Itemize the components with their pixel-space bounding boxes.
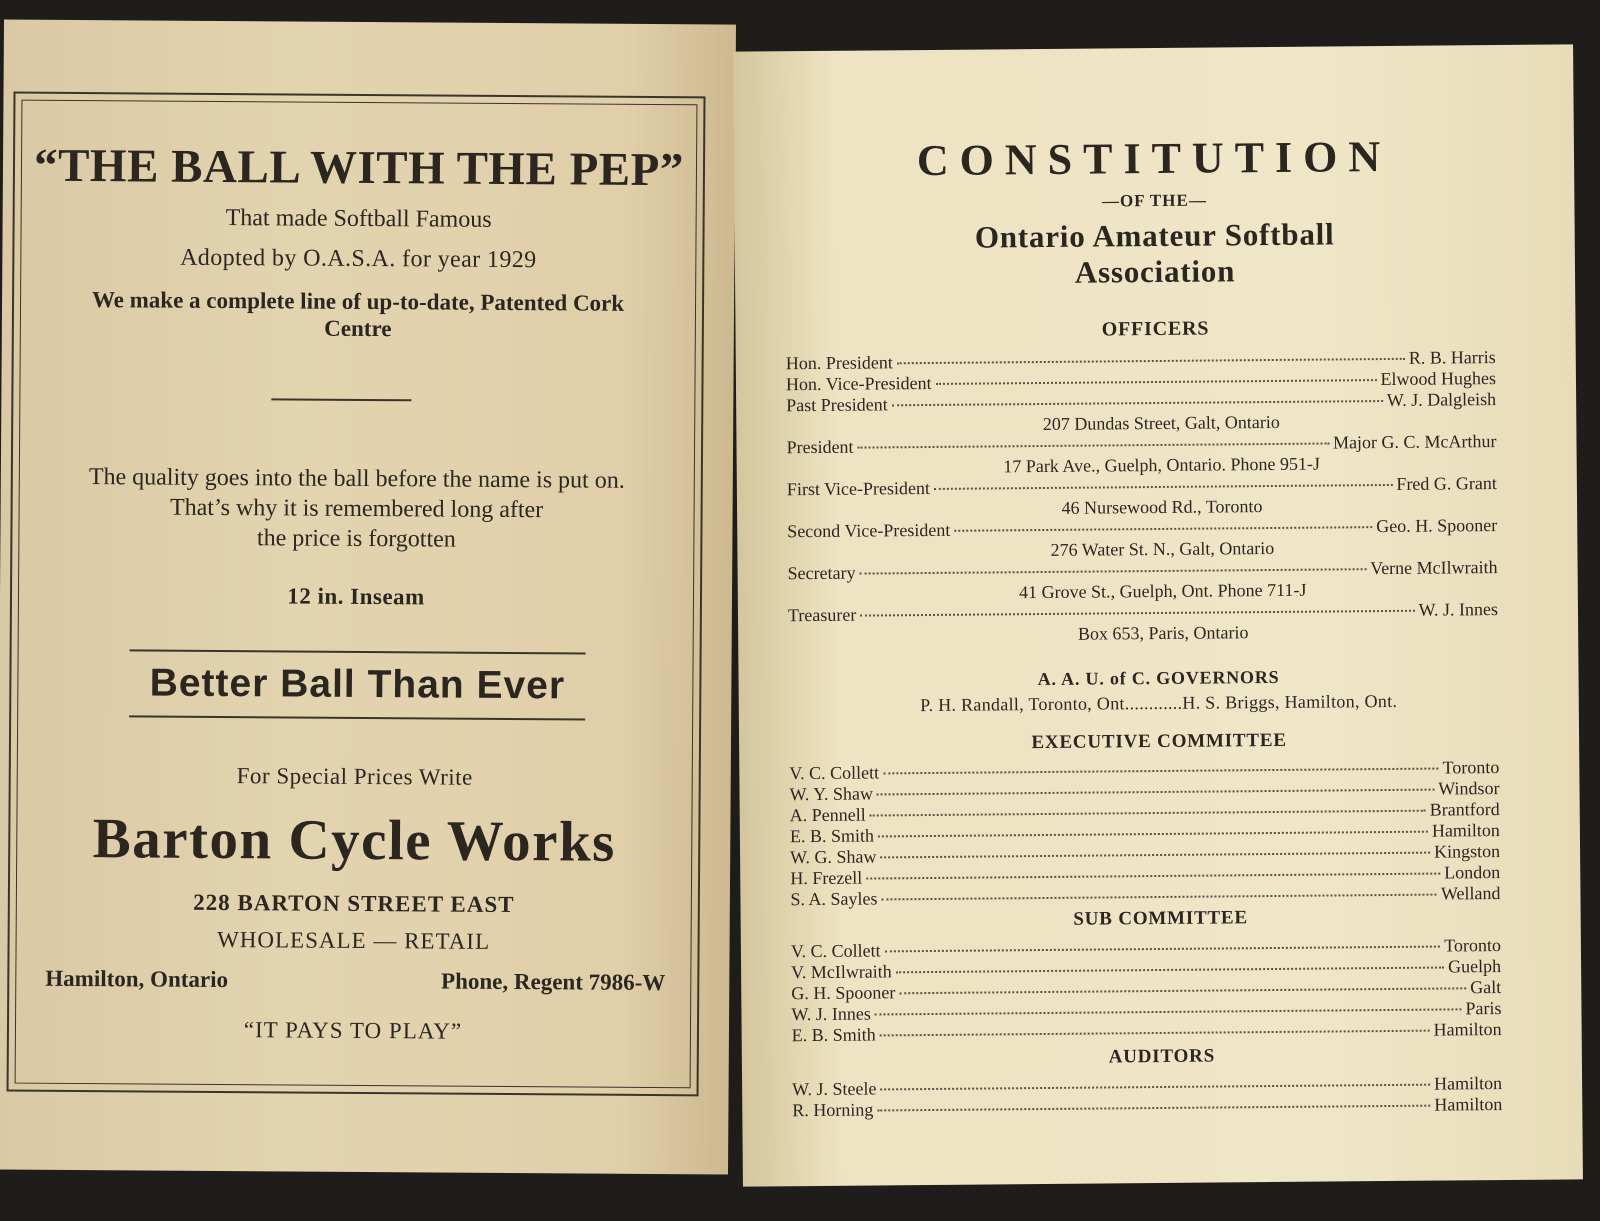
ad-street-address: 228 BARTON STREET EAST <box>193 889 515 918</box>
auditors-list <box>792 1073 1502 1121</box>
officer-address: 276 Water St. N., Galt, Ontario <box>1050 537 1275 560</box>
row-label: W. G. Shaw <box>790 846 877 868</box>
row-value: Brantford <box>1429 799 1500 820</box>
dot-leader <box>880 852 1430 859</box>
sub-committee-list <box>791 935 1502 1046</box>
row-label: Treasurer <box>787 604 857 626</box>
officers-heading: OFFICERS <box>1101 317 1210 341</box>
dot-leader <box>936 379 1377 385</box>
row-label: W. J. Steele <box>792 1078 877 1100</box>
dot-leader <box>880 1084 1430 1091</box>
ad-phone: Phone, Regent 7986-W <box>440 968 666 996</box>
row-value: Kingston <box>1433 841 1501 862</box>
dot-leader <box>860 568 1367 574</box>
row-label: W. J. Innes <box>791 1003 871 1025</box>
governors-heading: A. A. U. of C. GOVERNORS <box>1037 666 1280 690</box>
auditors-heading: AUDITORS <box>1108 1045 1216 1068</box>
ad-contact-row <box>45 966 665 996</box>
row-label: Hon. President <box>785 352 893 374</box>
row-value: Hamilton <box>1434 1094 1503 1115</box>
ad-company-name: Barton Cycle Works <box>92 807 617 874</box>
row-value: Hamilton <box>1434 1073 1503 1094</box>
executive-committee-heading: EXECUTIVE COMMITTEE <box>1031 729 1287 754</box>
row-value: Hamilton <box>1433 1019 1502 1040</box>
dot-leader <box>878 831 1428 838</box>
dot-leader <box>954 526 1372 532</box>
row-value: W. J. Innes <box>1418 599 1499 620</box>
ad-tagline: That made Softball Famous <box>225 205 492 233</box>
organization-name-line: Ontario Amateur Softball <box>974 216 1335 255</box>
row-value: Elwood Hughes <box>1380 368 1497 390</box>
row-value: Toronto <box>1444 935 1501 956</box>
ad-city: Hamilton, Ontario <box>45 965 229 993</box>
officer-address: 41 Grove St., Guelph, Ont. Phone 711-J <box>1019 579 1307 603</box>
row-label: G. H. Spooner <box>791 982 896 1004</box>
row-value: Verne McIlwraith <box>1370 557 1498 579</box>
row-label: President <box>786 436 854 458</box>
row-value: Welland <box>1440 883 1501 904</box>
row-value: London <box>1444 862 1501 883</box>
organization-name-line: Association <box>1074 253 1236 290</box>
dot-leader <box>877 1105 1430 1112</box>
page-title: CONSTITUTION <box>916 131 1392 186</box>
dot-leader <box>870 810 1426 817</box>
dot-leader <box>866 873 1440 880</box>
officer-address: 207 Dundas Street, Galt, Ontario <box>1042 411 1280 434</box>
dot-leader <box>896 967 1444 974</box>
officers-list <box>786 347 1499 647</box>
ad-inseam: 12 in. Inseam <box>287 583 425 610</box>
row-label: E. B. Smith <box>789 825 875 847</box>
dot-leader <box>899 987 1466 994</box>
dot-leader <box>934 484 1392 490</box>
ad-slogan: “IT PAYS TO PLAY” <box>243 1017 463 1044</box>
row-label: V. McIlwraith <box>791 961 892 983</box>
row-label: V. C. Collett <box>789 762 880 784</box>
dot-leader <box>877 789 1434 796</box>
row-value: Galt <box>1470 977 1502 998</box>
dot-leader <box>875 1008 1462 1015</box>
row-label: Past President <box>786 394 888 416</box>
row-value: Hamilton <box>1431 820 1500 841</box>
left-page-advertisement <box>0 19 736 1174</box>
ad-quality-line: That’s why it is remembered long after <box>169 494 544 524</box>
ad-headline: “THE BALL WITH THE PEP” <box>33 139 684 197</box>
officer-address: 17 Park Ave., Guelph, Ontario. Phone 951-J <box>1003 453 1321 477</box>
dot-leader <box>880 1030 1430 1037</box>
row-label: S. A. Sayles <box>790 888 878 910</box>
row-label: R. Horning <box>792 1099 874 1121</box>
organization-name <box>735 214 1576 293</box>
ad-quality-text <box>12 462 701 557</box>
dot-leader <box>883 768 1439 775</box>
row-value: Guelph <box>1447 956 1502 977</box>
row-label: First Vice-President <box>786 477 931 500</box>
officer-address: Box 653, Paris, Ontario <box>1077 622 1249 644</box>
ad-special-prices: For Special Prices Write <box>236 763 473 790</box>
ad-product-line: We make a complete line of up-to-date, Patented Cork Centre <box>91 287 625 342</box>
row-label: Hon. Vice-President <box>785 372 932 395</box>
row-label: Second Vice-President <box>787 519 951 542</box>
dot-leader <box>881 894 1436 901</box>
dot-leader <box>892 400 1383 406</box>
row-value: Windsor <box>1438 778 1500 799</box>
officer-address: 46 Nursewood Rd., Toronto <box>1061 496 1263 518</box>
row-value: W. J. Dalgleish <box>1386 389 1497 410</box>
ad-adopted-text: Adopted by O.A.S.A. for year 1929 <box>180 244 537 274</box>
ad-better-ball-banner: Better Ball Than Ever <box>129 649 585 720</box>
row-label: E. B. Smith <box>791 1024 876 1046</box>
executive-committee-list <box>789 757 1500 910</box>
dot-leader <box>897 358 1405 364</box>
of-the-label: —OF THE— <box>1101 190 1207 211</box>
governors-line: P. H. Randall, Toronto, Ont............H. S. Briggs, Hamilton, Ont. <box>920 690 1398 716</box>
dot-leader <box>885 946 1441 953</box>
row-label: V. C. Collett <box>790 940 881 962</box>
ad-quality-line: The quality goes into the ball before the name is put on. <box>88 464 625 494</box>
sub-committee-heading: SUB COMMITTEE <box>1073 907 1249 930</box>
row-value: R. B. Harris <box>1408 347 1496 368</box>
row-label: H. Frezell <box>790 867 863 889</box>
right-page-constitution <box>733 44 1583 1186</box>
row-label: Secretary <box>787 562 856 584</box>
ad-border <box>7 92 706 1097</box>
dot-leader <box>860 610 1414 617</box>
row-value: Geo. H. Spooner <box>1376 515 1498 537</box>
row-value: Paris <box>1465 998 1502 1019</box>
row-value: Fred G. Grant <box>1396 473 1497 494</box>
dot-leader <box>858 443 1330 449</box>
row-label: W. Y. Shaw <box>789 783 873 805</box>
ad-quality-line: the price is forgotten <box>256 525 456 553</box>
ad-wholesale-retail: WHOLESALE — RETAIL <box>217 926 491 954</box>
row-value: Toronto <box>1442 757 1500 778</box>
row-label: A. Pennell <box>789 804 866 826</box>
row-value: Major G. C. McArthur <box>1332 431 1497 453</box>
